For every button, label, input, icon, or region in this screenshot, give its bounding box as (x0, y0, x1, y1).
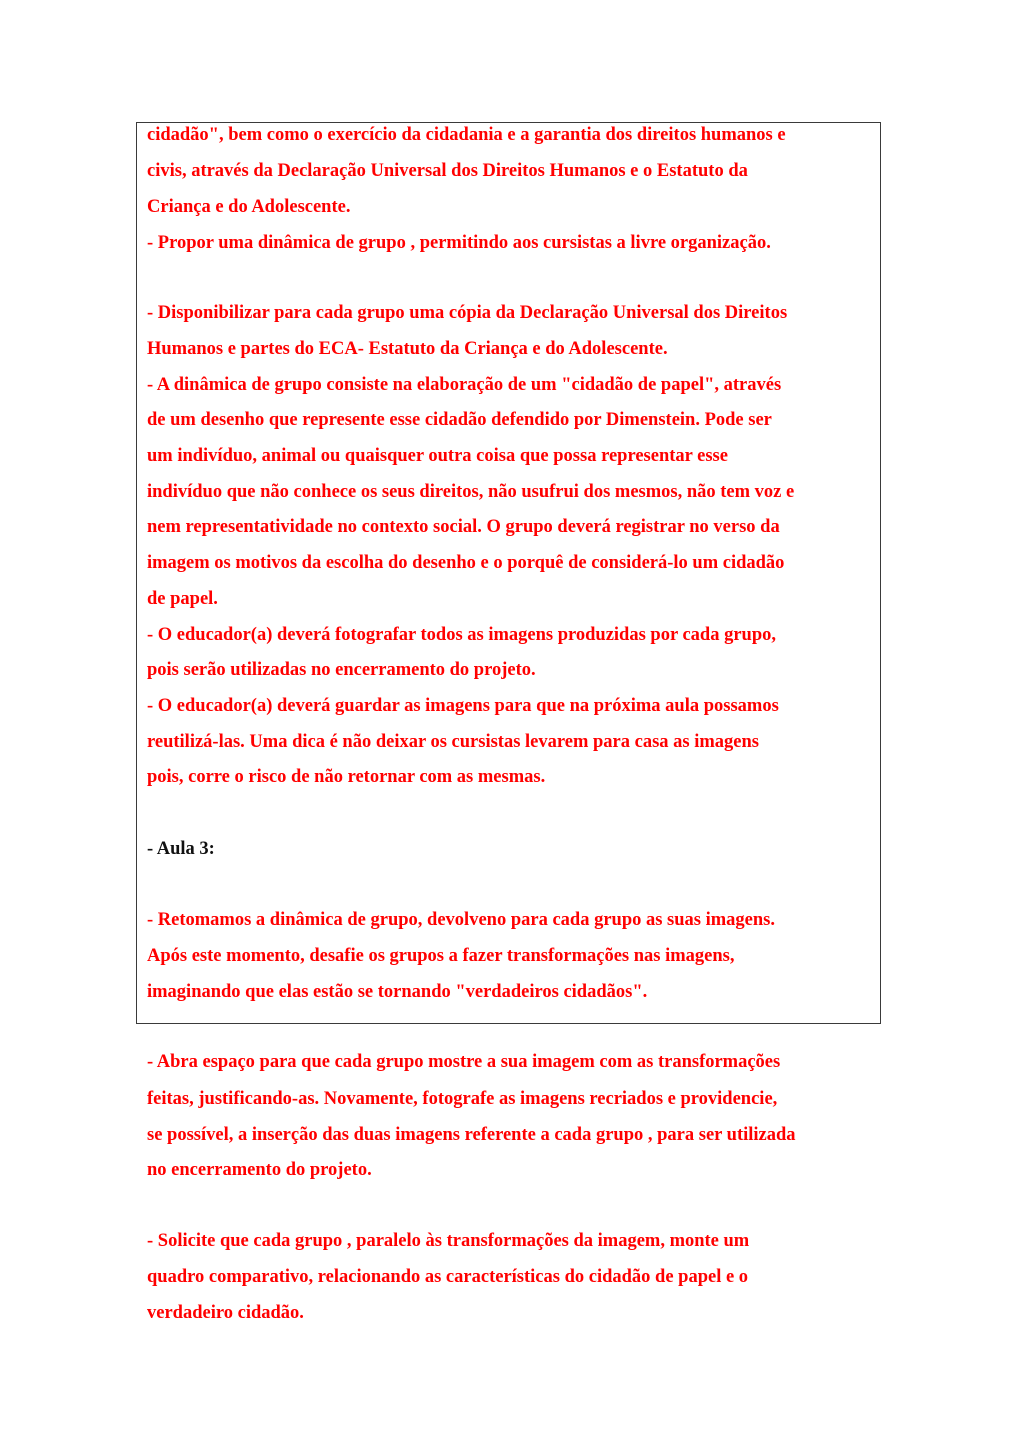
text-line: no encerramento do projeto. (147, 1160, 372, 1180)
text-line: pois serão utilizadas no encerramento do projeto. (147, 660, 536, 680)
text-line: - Solicite que cada grupo , paralelo às transformações da imagem, monte um (147, 1231, 750, 1251)
text-line: verdadeiro cidadão. (147, 1303, 304, 1323)
text-line: - Propor uma dinâmica de grupo , permitindo aos cursistas a livre organização. (147, 233, 771, 253)
text-line: de papel. (147, 589, 218, 609)
text-line: imaginando que elas estão se tornando "verdadeiros cidadãos". (147, 982, 648, 1002)
text-line: reutilizá-las. Uma dica é não deixar os cursistas levarem para casa as imagens (147, 732, 759, 752)
text-line: indivíduo que não conhece os seus direitos, não usufrui dos mesmos, não tem voz e (147, 482, 795, 502)
text-line: quadro comparativo, relacionando as características do cidadão de papel e o (147, 1267, 749, 1287)
text-line: pois, corre o risco de não retornar com as mesmas. (147, 767, 546, 787)
text-line: de um desenho que represente esse cidadão defendido por Dimenstein. Pode ser (147, 410, 772, 430)
text-line: - Retomamos a dinâmica de grupo, devolveno para cada grupo as suas imagens. (147, 910, 775, 930)
text-line: nem representatividade no contexto social. O grupo deverá registrar no verso da (147, 517, 780, 537)
text-line: se possível, a inserção das duas imagens referente a cada grupo , para ser utilizada (147, 1125, 796, 1145)
text-line: Após este momento, desafie os grupos a fazer transformações nas imagens, (147, 946, 735, 966)
text-line: imagem os motivos da escolha do desenho e o porquê de considerá-lo um cidadão (147, 553, 785, 573)
text-line: um indivíduo, animal ou quaisquer outra coisa que possa representar esse (147, 446, 728, 466)
text-line: - O educador(a) deverá guardar as imagens para que na próxima aula possamos (147, 696, 779, 716)
text-line: feitas, justificando-as. Novamente, fotografe as imagens recriados e providencie, (147, 1089, 778, 1109)
text-line: cidadão", bem como o exercício da cidadania e a garantia dos direitos humanos e (147, 125, 786, 145)
text-line: - Abra espaço para que cada grupo mostre a sua imagem com as transformações (147, 1052, 781, 1072)
text-line: - O educador(a) deverá fotografar todos as imagens produzidas por cada grupo, (147, 625, 776, 645)
text-line: Criança e do Adolescente. (147, 197, 351, 217)
text-line: Humanos e partes do ECA- Estatuto da Criança e do Adolescente. (147, 339, 668, 359)
text-line: - Disponibilizar para cada grupo uma cópia da Declaração Universal dos Direitos (147, 303, 788, 323)
text-line: civis, através da Declaração Universal dos Direitos Humanos e o Estatuto da (147, 161, 748, 181)
text-line: - A dinâmica de grupo consiste na elaboração de um "cidadão de papel", através (147, 375, 782, 395)
section-heading: - Aula 3: (147, 839, 215, 859)
